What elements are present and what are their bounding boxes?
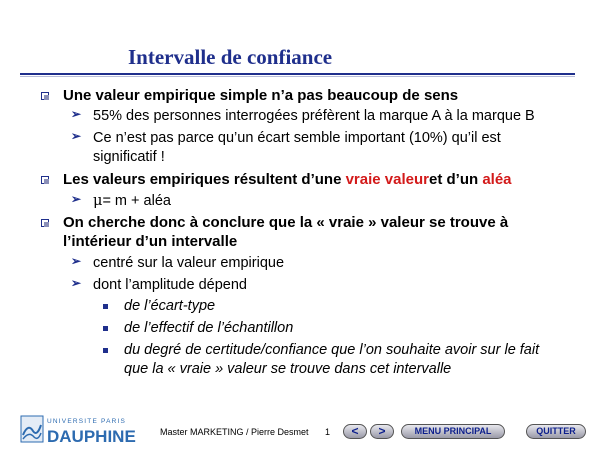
bullet-3b1: de l’écart-type: [124, 298, 216, 314]
bullet-1: Une valeur empirique simple n’a pas beaucoup de sens: [63, 87, 459, 104]
page-number: 1: [325, 427, 331, 437]
dauphine-logo: [20, 413, 140, 445]
title-underline: [20, 73, 575, 75]
bullet-2a: [93, 192, 171, 211]
bullet-1b-line2: significatif !: [93, 149, 165, 165]
mu-symbol: μ: [93, 193, 103, 209]
footer-author: Master MARKETING / Pierre Desmet: [160, 427, 309, 437]
square-bullet-icon: [41, 92, 49, 100]
bullet-3a: centré sur la valeur empirique: [93, 255, 285, 271]
slide-title: Intervalle de confiance: [128, 45, 333, 69]
next-slide-button[interactable]: >: [370, 424, 394, 439]
alea-highlight: aléa: [482, 171, 512, 188]
vraie-valeur-highlight: vraie valeur: [345, 171, 429, 188]
bullet-3-line2: l’intérieur d’un intervalle: [63, 233, 238, 250]
bullet-2a-rest: = m + aléa: [102, 193, 171, 209]
bullet-2: [63, 170, 512, 189]
bullet-3b2: de l’effectif de l’échantillon: [124, 320, 294, 336]
bullet-3-line1: On cherche donc à conclure que la « vraie » valeur se trouve à: [63, 214, 509, 231]
bullet-3b3-line1: du degré de certitude/confiance que l’on souhaite avoir sur le fait: [124, 342, 540, 358]
bullet-2-prefix: Les valeurs empiriques résultent d’une: [63, 171, 346, 188]
arrow-bullet-icon: ➢: [71, 107, 82, 121]
logo-text-bottom: DAUPHINE: [47, 427, 136, 445]
arrow-bullet-icon: ➢: [71, 129, 82, 143]
arrow-bullet-icon: ➢: [71, 276, 82, 290]
bullet-2-mid: et d’un: [429, 171, 483, 188]
small-square-bullet-icon: [103, 348, 108, 353]
quit-button[interactable]: QUITTER: [526, 424, 586, 439]
arrow-bullet-icon: ➢: [71, 192, 82, 206]
small-square-bullet-icon: [103, 326, 108, 331]
logo-text-top: UNIVERSITE PARIS: [47, 418, 127, 425]
square-bullet-icon: [41, 219, 49, 227]
previous-slide-button[interactable]: <: [343, 424, 367, 439]
title-underline-shadow: [20, 76, 575, 77]
bullet-1a: 55% des personnes interrogées préfèrent la marque A à la marque B: [93, 108, 535, 124]
square-bullet-icon: [41, 176, 49, 184]
main-menu-button[interactable]: MENU PRINCIPAL: [401, 424, 505, 439]
small-square-bullet-icon: [103, 304, 108, 309]
bullet-3b3-line2: que la « vraie » valeur se trouve dans cet intervalle: [124, 361, 452, 377]
bullet-3b: dont l’amplitude dépend: [93, 277, 247, 293]
arrow-bullet-icon: ➢: [71, 254, 82, 268]
bullet-1b-line1: Ce n’est pas parce qu’un écart semble important (10%) qu’il est: [93, 130, 501, 146]
